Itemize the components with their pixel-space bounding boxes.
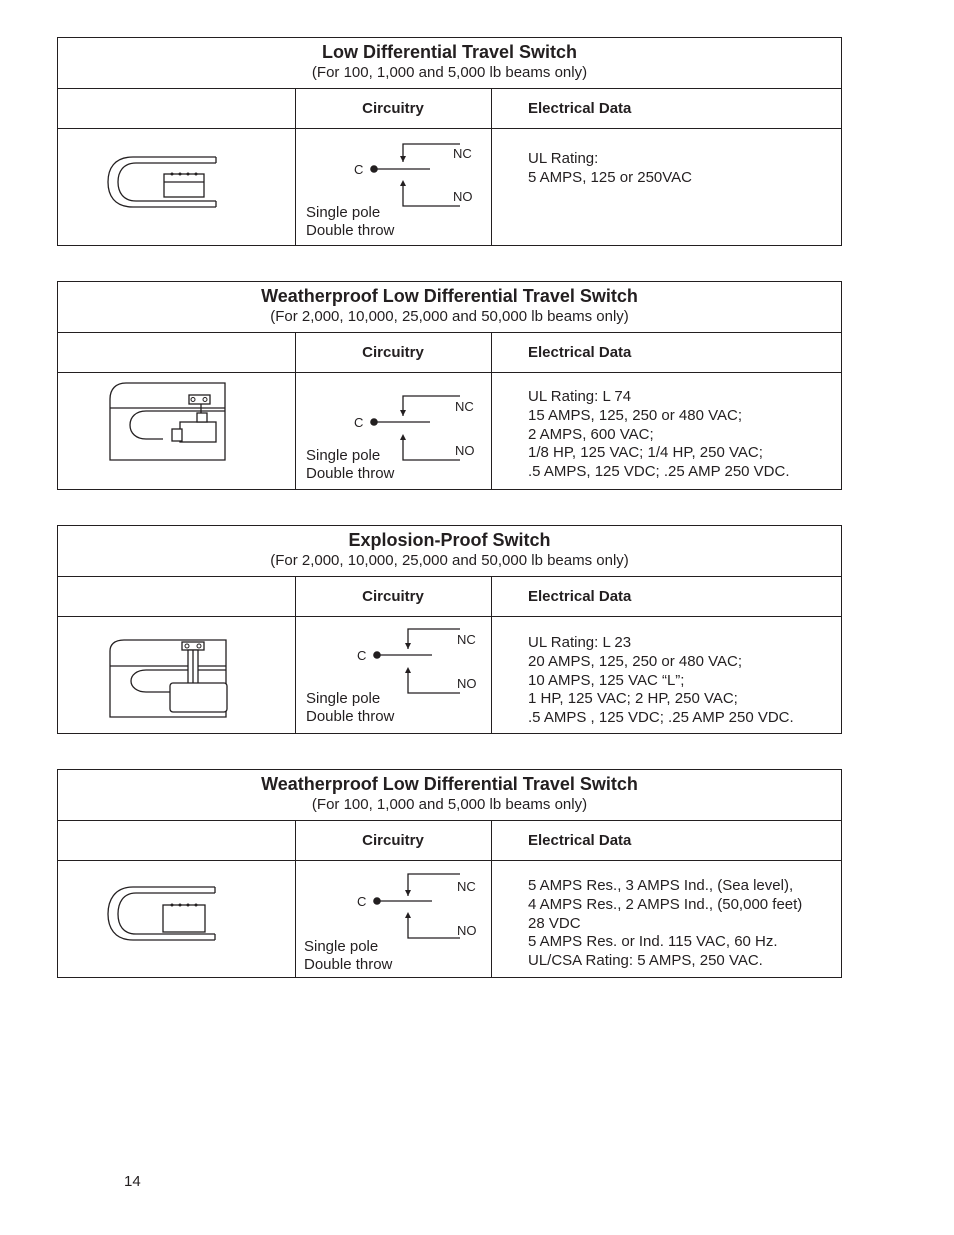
electrical-data-line: 20 AMPS, 125, 250 or 480 VAC; [528, 652, 743, 670]
table-subtitle: (For 100, 1,000 and 5,000 lb beams only) [311, 796, 588, 813]
nc-label: NC [455, 399, 474, 414]
electrical-data-text [528, 150, 692, 188]
circuitry-header: Circuitry [362, 832, 424, 849]
table-subtitle: (For 100, 1,000 and 5,000 lb beams only) [311, 64, 588, 81]
table-title: Weatherproof Low Differential Travel Switch [261, 774, 638, 794]
explosion-proof-switch-illustration [58, 617, 295, 734]
no-label: NO [457, 676, 477, 691]
common-label: C [357, 894, 367, 909]
electrical-data-header: Electrical Data [528, 100, 632, 117]
throw-type: Double throw [306, 222, 395, 239]
circuit-diagram-cell [295, 617, 491, 733]
nc-label: NC [453, 146, 472, 161]
no-label: NO [455, 443, 475, 458]
column-header-row [58, 89, 841, 129]
electrical-data-line: 1 HP, 125 VAC; 2 HP, 250 VAC; [528, 690, 738, 708]
circuit-diagram-cell [295, 129, 491, 245]
electrical-data-text [528, 877, 802, 971]
switch-illustration-cell [58, 129, 295, 245]
throw-type: Double throw [304, 956, 393, 973]
table-title: Explosion-Proof Switch [348, 530, 551, 550]
table-header [58, 282, 841, 333]
u-shaped-switch-illustration [58, 129, 295, 246]
nc-label: NC [457, 632, 476, 647]
table-title: Weatherproof Low Differential Travel Switch [261, 286, 638, 306]
electrical-data-header: Electrical Data [528, 588, 632, 605]
common-terminal-dot [373, 651, 381, 659]
column-header-row [58, 821, 841, 861]
electrical-data-line: 28 VDC [528, 914, 581, 932]
switch-table-low-differential [57, 37, 842, 246]
common-label: C [357, 648, 367, 663]
table-title: Low Differential Travel Switch [321, 42, 578, 62]
switch-table-explosion-proof [57, 525, 842, 734]
electrical-data-line: 10 AMPS, 125 VAC “L”; [528, 671, 685, 689]
electrical-data-line: 5 AMPS Res., 3 AMPS Ind., (Sea level), [528, 877, 794, 894]
u-shaped-switch-illustration [58, 861, 295, 978]
common-terminal-dot [370, 418, 378, 426]
switch-table-weatherproof-light [57, 769, 842, 978]
circuitry-header: Circuitry [362, 588, 424, 605]
no-label: NO [457, 923, 477, 938]
weatherproof-switch-illustration [58, 373, 295, 490]
pole-type: Single pole [306, 690, 381, 707]
electrical-data-line: 4 AMPS Res., 2 AMPS Ind., (50,000 feet) [528, 895, 803, 913]
switch-table-weatherproof-heavy [57, 281, 842, 490]
electrical-data-line: 15 AMPS, 125, 250 or 480 VAC; [528, 406, 743, 424]
electrical-data-line: UL Rating: L 74 [528, 388, 632, 405]
common-label: C [354, 415, 364, 430]
pole-type: Single pole [306, 204, 381, 221]
throw-type: Double throw [306, 708, 395, 725]
circuitry-header: Circuitry [362, 100, 424, 117]
page-number: 14 [124, 1173, 141, 1190]
electrical-data-line: 1/8 HP, 125 VAC; 1/4 HP, 250 VAC; [528, 444, 763, 462]
electrical-data-line: UL Rating: [528, 150, 599, 167]
electrical-data-line: 2 AMPS, 600 VAC; [528, 425, 654, 443]
electrical-data-line: 5 AMPS Res. or Ind. 115 VAC, 60 Hz. [528, 933, 778, 951]
electrical-data-text [528, 634, 794, 728]
pole-type: Single pole [306, 447, 381, 464]
table-body-row [58, 129, 841, 245]
common-terminal-dot [370, 165, 378, 173]
electrical-data-line: 5 AMPS, 125 or 250VAC [528, 168, 692, 186]
table-header [58, 38, 841, 89]
switch-illustration-cell [58, 373, 295, 489]
table-header [58, 770, 841, 821]
electrical-data-header: Electrical Data [528, 344, 632, 361]
table-subtitle: (For 2,000, 10,000, 25,000 and 50,000 lb beams only) [270, 552, 629, 569]
electrical-data-line: UL Rating: L 23 [528, 634, 632, 651]
throw-type: Double throw [306, 465, 395, 482]
switch-illustration-cell [58, 617, 295, 733]
circuit-diagram-cell [295, 861, 491, 977]
table-header [58, 526, 841, 577]
electrical-data-line: .5 AMPS , 125 VDC; .25 AMP 250 VDC. [528, 709, 794, 727]
table-body-row [58, 373, 841, 489]
circuitry-header: Circuitry [362, 344, 424, 361]
electrical-data-text [528, 388, 790, 482]
common-terminal-dot [373, 897, 381, 905]
electrical-data-line: .5 AMPS, 125 VDC; .25 AMP 250 VDC. [528, 463, 790, 481]
electrical-data-line: UL/CSA Rating: 5 AMPS, 250 VAC. [528, 952, 763, 970]
circuit-diagram-cell [295, 373, 491, 489]
table-body-row [58, 861, 841, 977]
table-body-row [58, 617, 841, 733]
no-label: NO [453, 189, 473, 204]
column-header-row [58, 577, 841, 617]
common-label: C [354, 162, 364, 177]
nc-label: NC [457, 879, 476, 894]
column-header-row [58, 333, 841, 373]
electrical-data-header: Electrical Data [528, 832, 632, 849]
table-subtitle: (For 2,000, 10,000, 25,000 and 50,000 lb beams only) [270, 308, 629, 325]
pole-type: Single pole [304, 938, 379, 955]
switch-illustration-cell [58, 861, 295, 977]
